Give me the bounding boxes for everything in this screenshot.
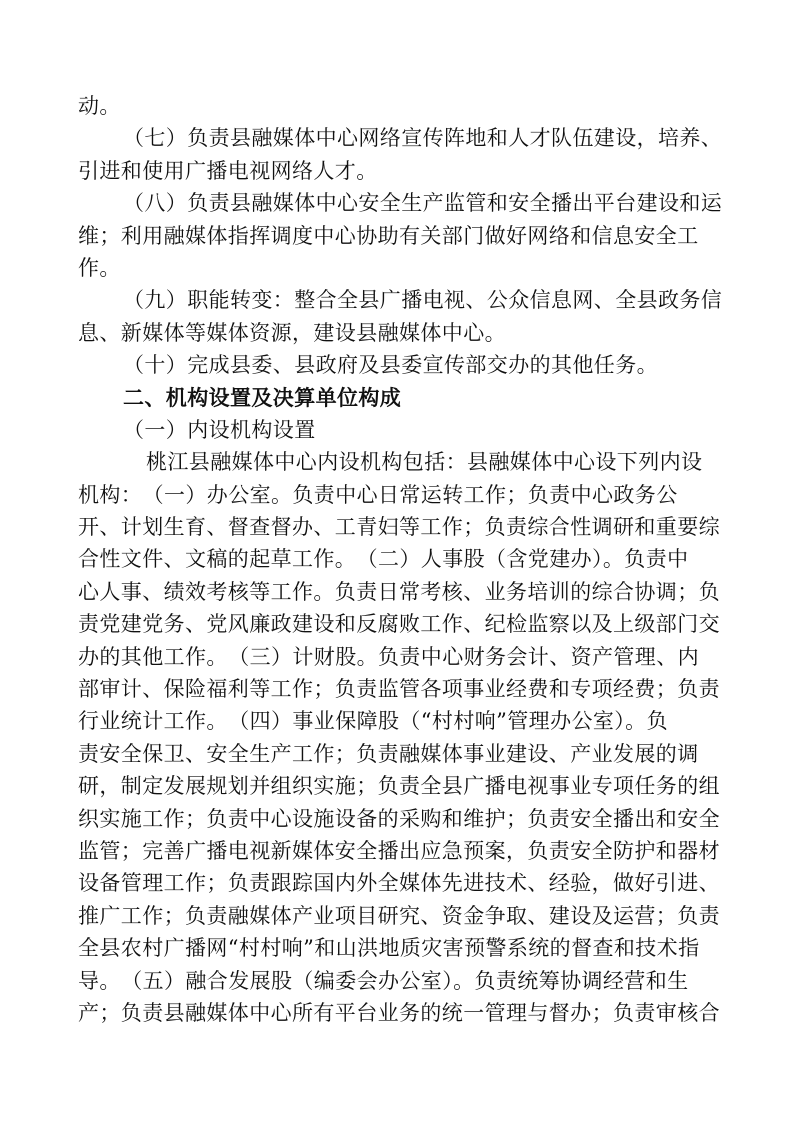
text-line: 开、计划生育、督查督办、工青妇等工作；负责综合性调研和重要综 — [78, 515, 720, 540]
section-heading: 二、机构设置及决算单位构成 — [123, 384, 402, 410]
text-line: 部审计、保险福利等工作；负责监管各项事业经费和专项经费；负责 — [78, 677, 720, 702]
text-line: 责党建党务、党风廉政建设和反腐败工作、纪检监察以及上级部门交 — [78, 612, 720, 637]
text-line: 推广工作；负责融媒体产业项目研究、资金争取、建设及运营；负责 — [78, 903, 720, 928]
paragraph-item-9: （九）职能转变：整合全县广播电视、公众信息网、全县政务信 — [123, 288, 723, 313]
text-line: 责安全保卫、安全生产工作；负责融媒体事业建设、产业发展的调 — [78, 741, 699, 766]
subsection-heading: （一）内设机构设置 — [123, 417, 316, 442]
document-page — [78, 90, 723, 1029]
text-line: 产；负责县融媒体中心所有平台业务的统一管理与督办；负责审核合 — [78, 1000, 720, 1025]
text-line: 引进和使用广播电视网络人才。 — [78, 158, 378, 183]
text-line: 心人事、绩效考核等工作。负责日常考核、业务培训的综合协调；负 — [78, 579, 720, 604]
text-line: 监管；完善广播电视新媒体安全播出应急预案，负责安全防护和器材 — [78, 838, 720, 863]
paragraph-item-7: （七）负责县融媒体中心网络宣传阵地和人才队伍建设，培养、 — [123, 126, 723, 151]
paragraph-item-8: （八）负责县融媒体中心安全生产监管和安全播出平台建设和运 — [123, 191, 723, 216]
text-line: 维；利用融媒体指挥调度中心协助有关部门做好网络和信息安全工 — [78, 223, 699, 248]
paragraph-start: 桃江县融媒体中心内设机构包括：县融媒体中心设下列内设 — [146, 450, 703, 475]
text-line: 织实施工作；负责中心设施设备的采购和维护；负责安全播出和安全 — [78, 806, 720, 831]
text-line: 办的其他工作。 （三）计财股。负责中心财务会计、资产管理、内 — [78, 644, 699, 669]
text-line: 作。 — [78, 255, 121, 280]
text-line: 全县农村广播网“村村响”和山洪地质灾害预警系统的督查和技术指 — [78, 936, 700, 961]
text-line: 机构： （一）办公室。负责中心日常运转工作；负责中心政务公 — [78, 482, 678, 507]
text-line: 导。 （五）融合发展股（编委会办公室）。负责统筹协调经营和生 — [78, 968, 689, 993]
text-line: 设备管理工作；负责跟踪国内外全媒体先进技术、经验，做好引进、 — [78, 871, 720, 896]
text-line: 研，制定发展规划并组织实施；负责全县广播电视事业专项任务的组 — [78, 774, 720, 799]
paragraph-item-10: （十）完成县委、县政府及县委宣传部交办的其他任务。 — [123, 353, 658, 378]
text-line: 行业统计工作。 （四）事业保障股（“村村响”管理办公室）。负 — [78, 709, 668, 734]
text-line: 合性文件、文稿的起草工作。 （二）人事股（含党建办）。负责中 — [78, 547, 689, 572]
text-line: 息、新媒体等媒体资源，建设县融媒体中心。 — [78, 320, 506, 345]
text-line: 动。 — [78, 94, 121, 118]
